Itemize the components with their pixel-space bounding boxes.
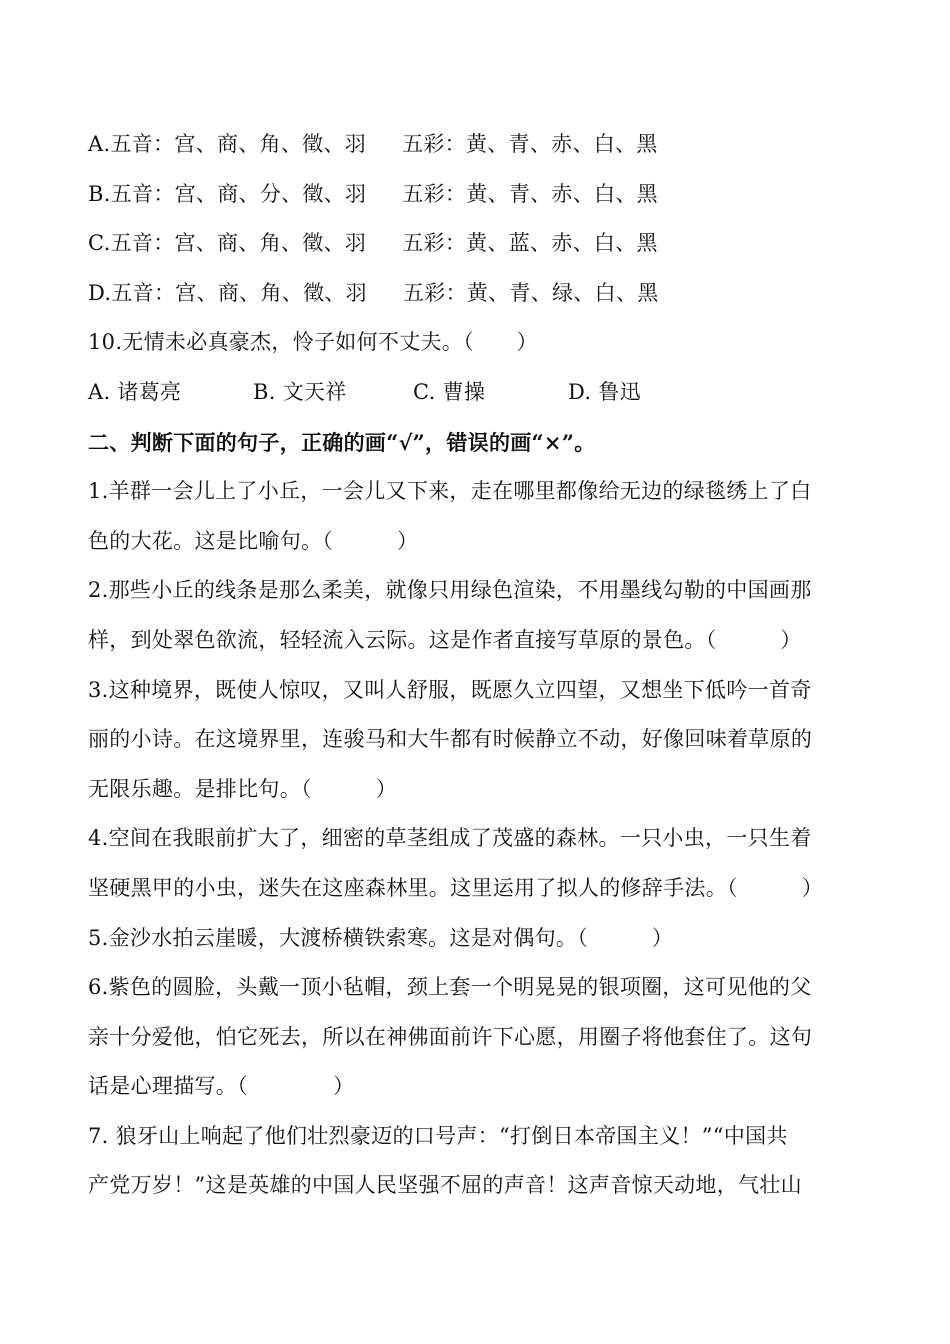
- wuyin-text: 五音：宫、商、角、徵、羽: [111, 280, 367, 305]
- option-c-line: [88, 219, 858, 269]
- option-letter: C.: [88, 231, 111, 256]
- text-line: 产党万岁！”这是英雄的中国人民坚强不屈的声音！这声音惊天动地，气壮山: [88, 1173, 802, 1198]
- text-line: 坚硬黑甲的小虫，迷失在这座森林里。这里运用了拟人的修辞手法。（ ）: [88, 875, 823, 900]
- question-10-choices: [88, 368, 858, 418]
- text-line: 丽的小诗。在这境界里，连骏马和大牛都有时候静立不动，好像回味着草原的: [88, 727, 813, 752]
- option-letter: D.: [88, 280, 112, 305]
- choice-c: C. 曹操: [413, 379, 486, 404]
- wucai-text: 五彩：黄、青、赤、白、黑: [402, 132, 658, 156]
- wuyin-text: 五音：宫、商、角、徵、羽: [110, 231, 367, 256]
- option-d-line: [88, 269, 858, 319]
- wuyin-text: 五音：宫、商、分、徵、羽: [110, 181, 367, 206]
- text-line: 1.羊群一会儿上了小丘，一会儿又下来，走在哪里都像给无边的绿毯绣上了白: [88, 479, 812, 504]
- choice-a: A. 诸葛亮: [88, 379, 182, 404]
- option-a-line: [88, 120, 858, 170]
- option-letter: A.: [88, 132, 111, 156]
- question-10: 10.无情未必真豪杰，怜子如何不丈夫。（ ）: [88, 330, 538, 355]
- section-heading: 二、判断下面的句子，正确的画“√”，错误的画“×”。: [88, 429, 596, 455]
- text-line: 色的大花。这是比喻句。（ ）: [88, 528, 419, 553]
- wucai-text: 五彩：黄、青、绿、白、黑: [402, 280, 659, 305]
- text-line: 话是心理描写。（ ）: [88, 1074, 355, 1099]
- text-line: 4.空间在我眼前扩大了，细密的草茎组成了茂盛的森林。一只小虫，一只生着: [88, 826, 812, 851]
- text-line: 3.这种境界，既使人惊叹，又叫人舒服，既愿久立四望，又想坐下低吟一首奇: [88, 677, 812, 702]
- choice-b: B. 文天祥: [253, 379, 347, 404]
- text-line: 亲十分爱他，怕它死去，所以在神佛面前许下心愿，用圈子将他套住了。这句: [88, 1024, 813, 1049]
- option-letter: B.: [88, 181, 111, 206]
- text-line: 无限乐趣。是排比句。（ ）: [88, 776, 397, 801]
- text-line: 2.那些小丘的线条是那么柔美，就像只用绿色渲染，不用墨线勾勒的中国画那: [88, 578, 812, 603]
- text-line: 6.紫色的圆脸，头戴一顶小毡帽，颈上套一个明晃晃的银项圈，这可见他的父: [88, 975, 812, 1000]
- option-b-line: [88, 170, 858, 220]
- document-page: [88, 120, 858, 1211]
- wuyin-text: 五音：宫、商、角、徵、羽: [110, 132, 367, 156]
- text-line: 样，到处翠色欲流，轻轻流入云际。这是作者直接写草原的景色。（ ）: [88, 627, 802, 652]
- choice-d: D. 鲁迅: [568, 379, 641, 404]
- wucai-text: 五彩：黄、青、赤、白、黑: [402, 181, 658, 206]
- wucai-text: 五彩：黄、蓝、赤、白、黑: [402, 231, 658, 256]
- text-line: 7. 狼牙山上响起了他们壮烈豪迈的口号声：“打倒日本帝国主义！”“中国共: [88, 1123, 788, 1148]
- text-line: 5.金沙水拍云崖暖，大渡桥横铁索寒。这是对偶句。（ ）: [88, 925, 674, 950]
